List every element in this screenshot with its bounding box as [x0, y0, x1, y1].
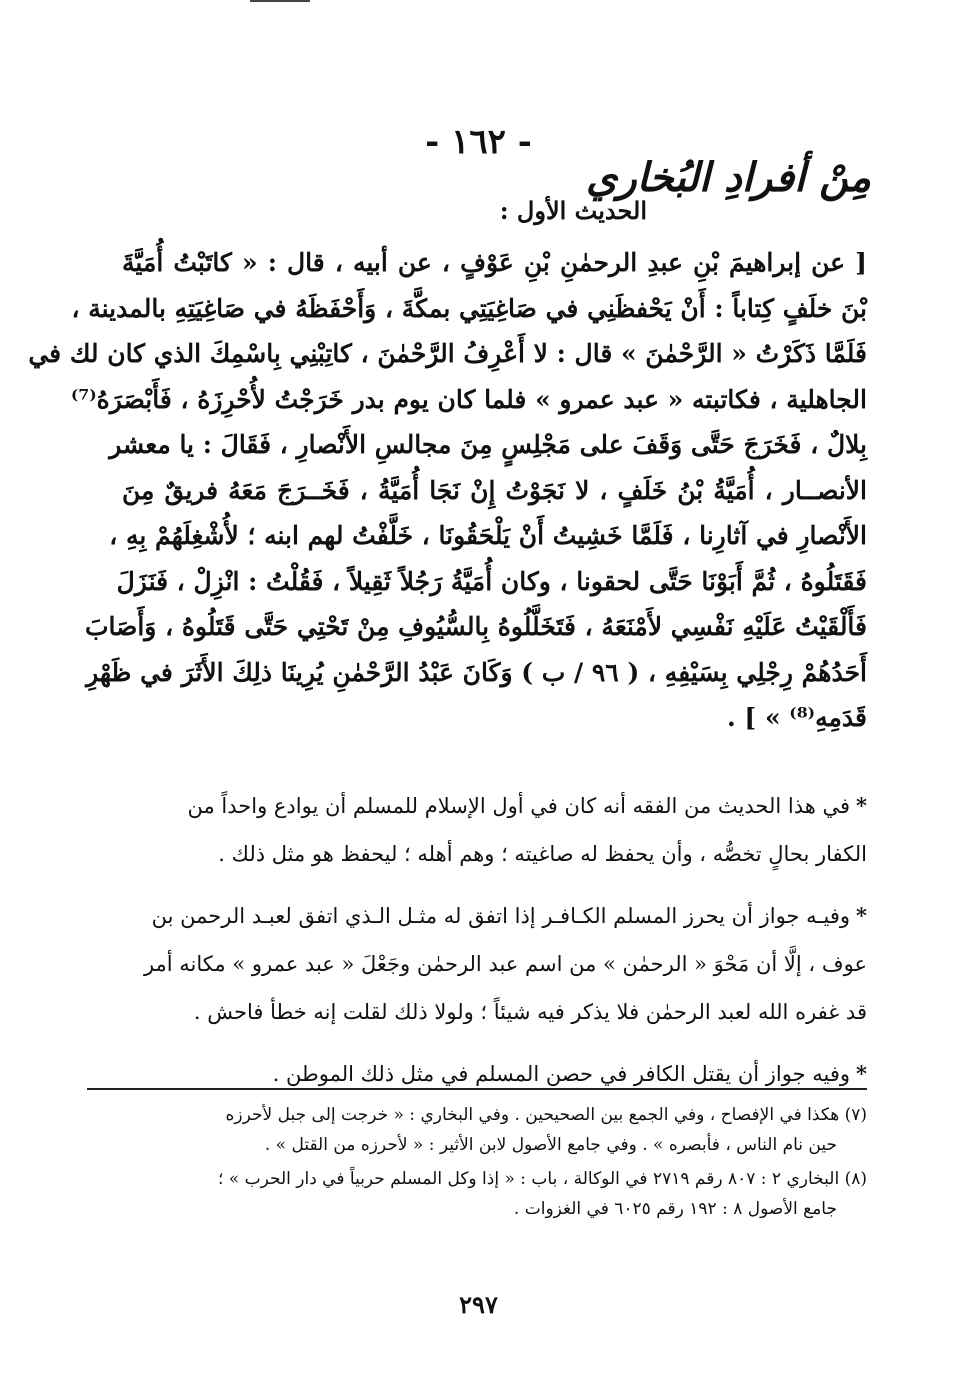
top-rule: [250, 0, 310, 2]
footnote-line: حين نام الناس ، فأبصره » . وفي جامع الأصول لابن الأثير : « لأحرزه من القتل » .: [264, 1135, 837, 1155]
note-line: [107, 1050, 867, 1098]
hadith-line: بِلالٌ ، فَخَرَجَ حَتَّى وَقَفَ على مَجْلِسٍ مِنَ مجالسِ الأَنْصارِ ، فَقَالَ : يا معشر: [109, 430, 867, 459]
asterisk-bullet-icon: *: [856, 793, 867, 818]
note-line: الكفار بحالٍ تخصُّه ، وأن يحفظ له صاغيته ؛ وهم أهله ؛ ليحفظ هو مثل ذلك .: [218, 842, 867, 866]
note-text: في هذا الحديث من الفقه أنه كان في أول الإسلام للمسلم أن يوادع واحداً من: [187, 794, 851, 818]
hadith-line: فَلَمَّا ذَكَرْتُ « الرَّحْمٰنَ » قال : لا أَعْرِفُ الرَّحْمٰنَ ، كاتِبْنِي بِاسْمِكَ الذي كان لك في: [28, 339, 867, 368]
page-header-number: - ١٦٢ -: [425, 122, 532, 162]
section-heading: الحديث الأول :: [499, 196, 647, 225]
book-title: مِنْ أفرادِ البُخاري: [586, 154, 871, 201]
asterisk-bullet-icon: *: [856, 1061, 867, 1086]
note-line: عوف ، إلَّا أن مَحْوَ « الرحمٰن » من اسم عبد الرحمٰن وجَعْلَ « عبد عمرو » مكانه أمر: [143, 952, 867, 976]
hadith-line: [ عن إبراهيمَ بْنِ عبدِ الرحمٰنِ بْنِ عَوْفٍ ، عن أبيه ، قال : « كاتَبْتُ أُمَيَّةَ: [122, 248, 867, 277]
hadith-line: فَقَتَلُوهُ ، ثُمَّ أَبَوْنَا حَتَّى لحقونا ، وكان أُمَيَّةُ رَجُلاً ثَقِيلاً ، فَقُلْتُ : انْزِلْ ، فَنَزَلَ: [116, 566, 867, 596]
footnote-line: جامع الأصول ٨ : ١٩٢ رقم ٦٠٢٥ في الغزوات .: [513, 1199, 837, 1219]
asterisk-bullet-icon: *: [856, 903, 867, 928]
hadith-line: أَحَدُهُمْ رِجْلِي بِسَيْفِهِ ، ( ٩٦ / ب ) وَكَانَ عَبْدُ الرَّحْمٰنِ يُرِينَا ذلِكَ الأَثَرَ في ظَهْرِ: [86, 657, 867, 687]
footnote: [87, 1164, 867, 1224]
note-text: وفيـه جواز أن يحرز المسلم الكـافـر إذا اتفق له مثـل الـذي اتفق لعبـد الرحمن بن: [151, 904, 851, 928]
footnotes: [87, 1100, 867, 1228]
hadith-line: الجاهلية ، فكاتبته « عبد عمرو » فلما كان يوم بدر خَرَجْتُ لأُحْرِزَهُ ، فَأَبْصَرَهُ⁽⁷⁾: [70, 384, 867, 414]
note-line: [107, 782, 867, 830]
hadith-line: الأَنْصارِ في آثارِنا ، فَلَمَّا خَشِيتُ أَنْ يَلْحَقُونَا ، خَلَّفْتُ لهم ابنه ؛ لأُشْغِلَهُمْ بِهِ ،: [109, 521, 867, 550]
footnote-line: (٧) هكذا في الإفصاح ، وفي الجمع بين الصحيحين . وفي البخاري : « خرجت إلى جبل لأحرزه: [225, 1105, 867, 1125]
hadith-line: الأنصــار ، أُمَيَّةُ بْنُ خَلَفٍ ، لا نَجَوْتُ إِنْ نَجَا أُمَيَّةُ ، فَخَــرَجَ مَعَهُ فريقٌ مِنَ: [122, 475, 867, 505]
commentary-note: [107, 782, 867, 878]
page-footer-number: ٢٩٧: [459, 1290, 498, 1319]
note-text: وفيه جواز أن يقتل الكافر في حصن المسلم في مثل ذلك الموطن .: [272, 1062, 851, 1086]
footnote: [87, 1100, 867, 1160]
note-line: [107, 892, 867, 940]
commentary-note: [107, 1050, 867, 1098]
hadith-line: بْنَ خلَفٍ كِتاباً : أَنْ يَحْفظَنِي في صَاغِيَتِي بمكَّةَ ، وَأَحْفَظَهُ في صَاغِيَتِهِ بالمدينة ،: [71, 293, 867, 323]
commentary-notes: [107, 782, 867, 1112]
footnote-line: (٨) البخاري ٢ : ٨٠٧ رقم ٢٧١٩ في الوكالة ، باب : « إذا وكل المسلم حربياً في دار الحرب » ؛: [218, 1169, 867, 1189]
footnote-divider: [87, 1088, 867, 1090]
hadith-line: قَدَمِهِ⁽⁸⁾ » ] .: [727, 703, 867, 732]
commentary-note: [107, 892, 867, 1036]
hadith-text: [28, 240, 867, 741]
hadith-line: فَأَلْقَيْتُ عَلَيْهِ نَفْسِي لأَمْنَعَهُ ، فَتَخَلَّلُوهُ بِالسُّيُوفِ مِنْ تَحْتِي حَتَّى قَتَلُوهُ ، وَأَصَابَ: [84, 612, 867, 641]
note-line: قد غفره الله لعبد الرحمٰن فلا يذكر فيه شيئاً ؛ ولولا ذلك لقلت إنه خطأ فاحش .: [193, 1000, 867, 1024]
